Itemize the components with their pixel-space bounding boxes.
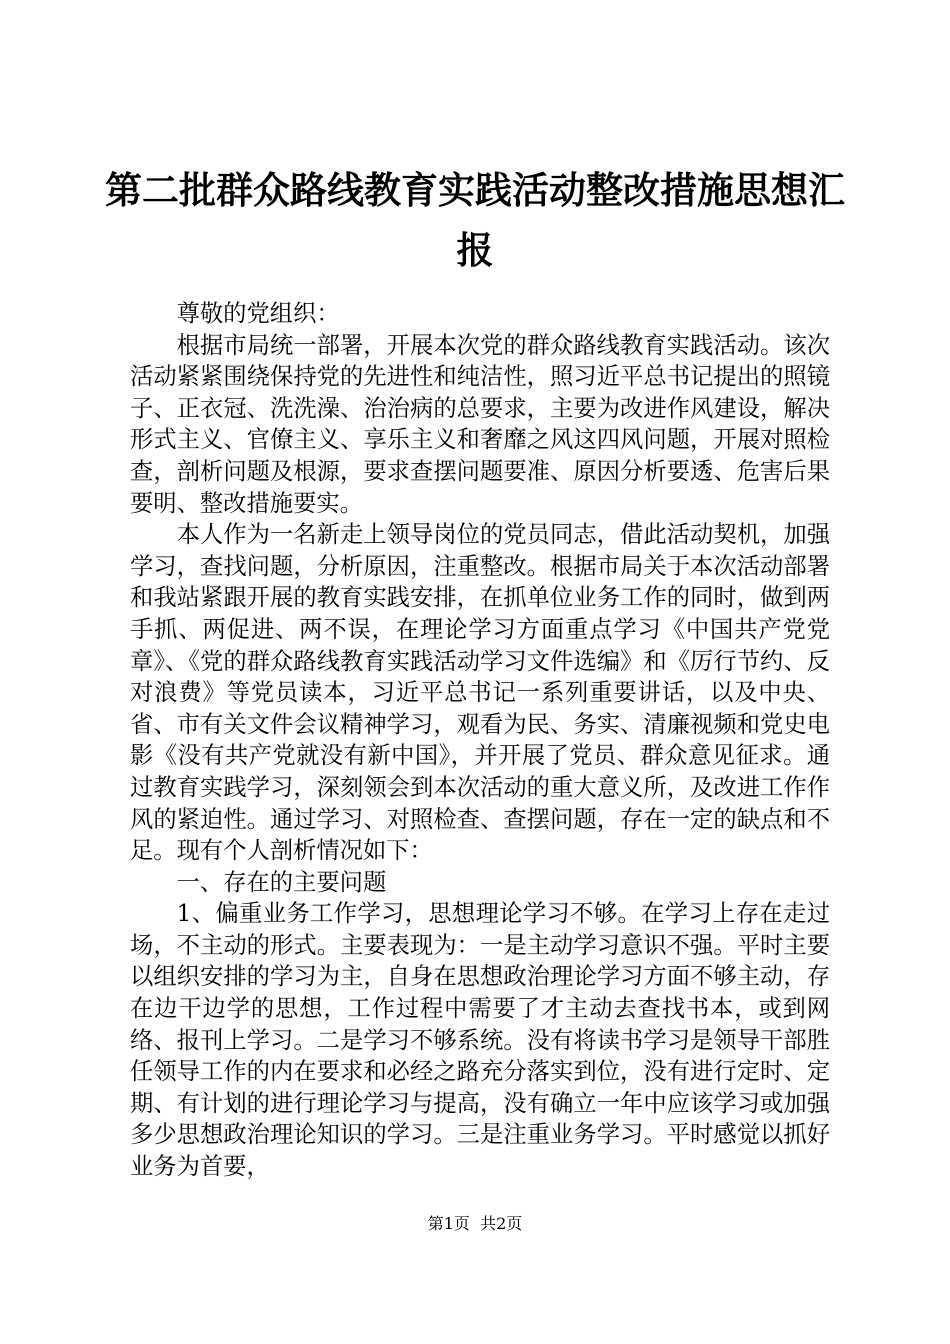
salutation: 尊敬的党组织：	[176, 300, 340, 327]
page-number: 第1页 共2页	[427, 1214, 523, 1233]
section-heading: 一、存在的主要问题	[176, 868, 387, 896]
document-title: 第二批群众路线教育实践活动整改措施思想汇报	[105, 168, 845, 272]
page-footer	[0, 1212, 950, 1236]
paragraph: 1、偏重业务工作学习，思想理论学习不够。在学习上存在走过场，不主动的形式。主要表现为：一是主动学习意识不强。平时主要以组织安排的学习为主，自身在思想政治理论学习方面不够主动，存在边干边学的思想，工作过程中需要了才主动去查找书本，或到网络、报刊上学习。二是学习不够系统。没有将读书学习是领导干部胜任领导工作的内在要求和必经之路充分落实到位，没有进行定时、定期、有计划的进行理论学习与提高，没有确立一年中应该学习或加强多少思想政治理论知识的学习。三是注重业务学习。平时感觉以抓好业务为首要，	[130, 900, 830, 1181]
document-body	[130, 298, 830, 1183]
paragraph: 根据市局统一部署，开展本次党的群众路线教育实践活动。该次活动紧紧围绕保持党的先进性和纯洁性，照习近平总书记提出的照镜子、正衣冠、洗洗澡、治治病的总要求，主要为改进作风建设，解决形式主义、官僚主义、享乐主义和奢靡之风这四风问题，开展对照检查，剖析问题及根源，要求查摆问题要准、原因分析要透、危害后果要明、整改措施要实。	[130, 331, 830, 517]
paragraph: 本人作为一名新走上领导岗位的党员同志，借此活动契机，加强学习，查找问题，分析原因，注重整改。根据市局关于本次活动部署和我站紧跟开展的教育实践安排，在抓单位业务工作的同时，做到两手抓、两促进、两不误，在理论学习方面重点学习《中国共产党党章》、《党的群众路线教育实践活动学习文件选编》和《厉行节约、反对浪费》等党员读本，习近平总书记一系列重要讲话，以及中央、省、市有关文件会议精神学习，观看为民、务实、清廉视频和党史电影《没有共产党就没有新中国》，并开展了党员、群众意见征求。通过教育实践学习，深刻领会到本次活动的重大意义所，及改进工作作风的紧迫性。通过学习、对照检查、查摆问题，存在一定的缺点和不足。现有个人剖析情况如下：	[130, 521, 830, 865]
